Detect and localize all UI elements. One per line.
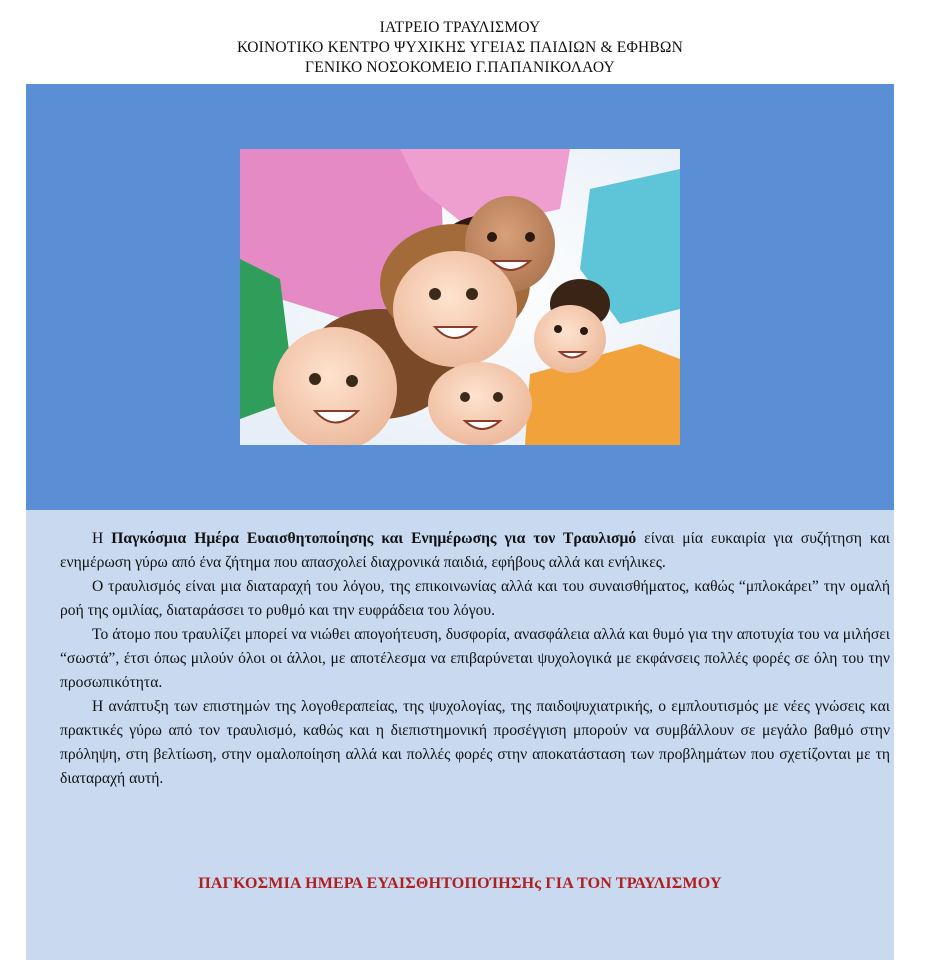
children-group-photo-icon <box>240 149 680 445</box>
header-line-center: ΚΟΙΝΟΤΙΚΟ ΚΕΝΤΡΟ ΨΥΧΙΚΗΣ ΥΓΕΙΑΣ ΠΑΙΔΙΩΝ & ΕΦΗΒΩΝ <box>236 39 684 56</box>
paragraph-feelings: Το άτομο που τραυλίζει μπορεί να νιώθει απογοήτευση, δυσφορία, ανασφάλεια αλλά και θυμό για την αποτυχία του να μιλήσει “σωστά”, έτσι όπως μιλούν όλοι οι άλλοι, με αποτέλεσμα να επιβαρύνεται ψυχολογικά με εκφάνσεις πολλές φορές σε όλη του την προσωπικότητα. <box>60 626 890 691</box>
image-panel <box>26 84 894 510</box>
paragraph-prefix: Η <box>92 530 112 547</box>
awareness-day-name: Παγκόσμια Ημέρα Ευαισθητοποίησης και Ενημέρωσης για τον Τραυλισμό <box>111 530 637 547</box>
document-header <box>0 18 920 78</box>
header-line-clinic: ΙΑΤΡΕΙΟ ΤΡΑΥΛΙΣΜΟΥ <box>379 19 541 36</box>
paragraph-awareness-day <box>60 527 890 575</box>
paragraph-sciences: Η ανάπτυξη των επιστημών της λογοθεραπείας, της ψυχολογίας, της παιδοψυχιατρικής, ο εμπλουτισμός με νέες γνώσεις και πρακτικές γύρω από τον τραυλισμό, καθώς και η διεπιστημονική προσέγγιση μπορούν να συμβάλλουν σε μεγάλο βαθμό στην πρόληψη, στη βελτίωση, στην ομαλοποίηση αλλά και πολλές φορές στην αποκατάσταση των προβλημάτων που σχετίζονται με τη διαταραχή αυτή. <box>60 698 890 787</box>
paragraph-definition: Ο τραυλισμός είναι μια διαταραχή του λόγου, της επικοινωνίας αλλά και του συναισθήματος, καθώς “μπλοκάρει” την ομαλή ροή της ομιλίας, διαταράσσει το ρυθμό και την ευφράδεια του λόγου. <box>60 578 890 619</box>
paragraph-text: είναι μία ευκαιρία για συζήτηση και ενημέρωση γύρω από ένα ζήτημα που απασχολεί διαχρονικά παιδιά, εφήβους αλλά και ενήλικες. <box>60 530 890 571</box>
article-body <box>60 527 890 791</box>
footer-title: ΠΑΓΚΟΣΜΙΑ ΗΜΕΡΑ ΕΥΑΙΣΘΗΤΟΠΟΊΗΣΗς ΓΙΑ ΤΟΝ ΤΡΑΥΛΙΣΜΟΥ <box>198 875 722 892</box>
header-line-hospital: ΓΕΝΙΚΟ ΝΟΣΟΚΟΜΕΙΟ Γ.ΠΑΠΑΝΙΚΟΛΑΟΥ <box>305 59 615 76</box>
